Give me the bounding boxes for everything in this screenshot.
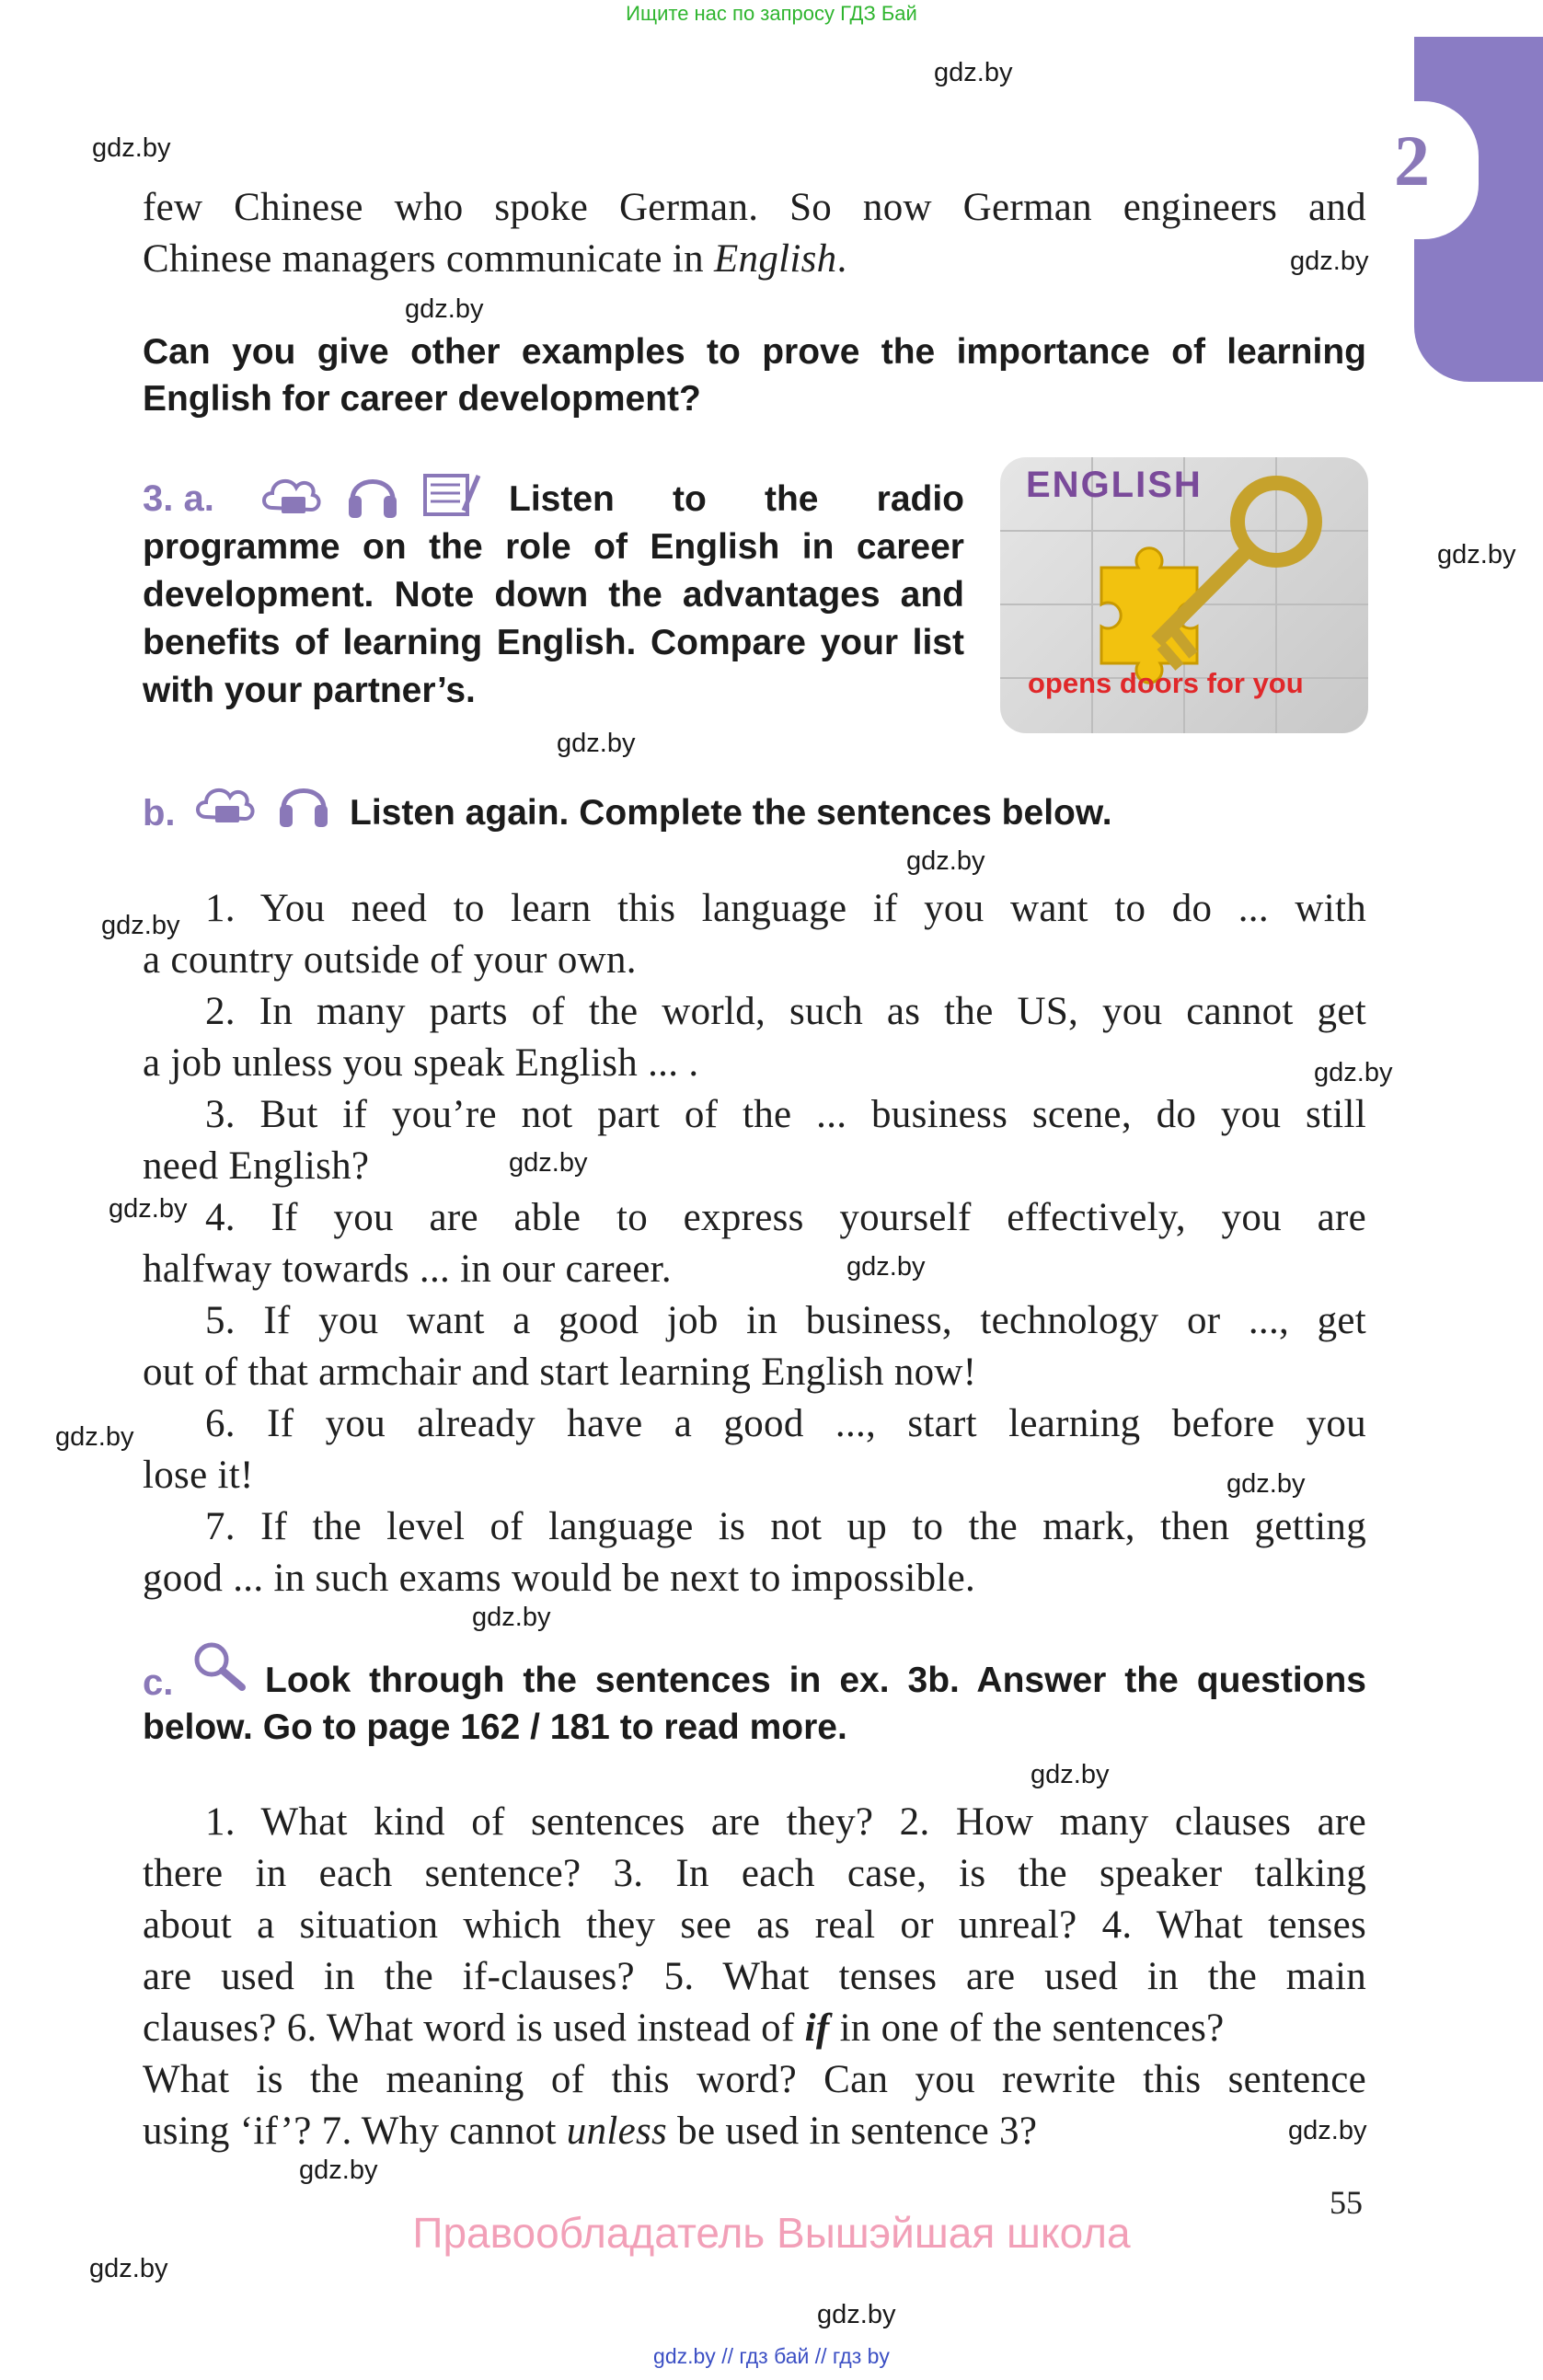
question-text: clauses? 6. What word is used instead of — [143, 2006, 805, 2050]
watermark: gdz.by — [557, 729, 636, 758]
notepad-icon — [421, 470, 482, 518]
intro-text: Chinese managers communicate in — [143, 237, 714, 281]
exercise-label-3b: b. — [143, 793, 176, 834]
exercise-3a-text: development. Note down the advantages and — [143, 575, 964, 615]
sentence-line: a country outside of your own. — [143, 938, 637, 982]
intro-line — [143, 234, 847, 285]
discussion-question: Can you give other examples to prove the importance of learning — [143, 332, 1366, 372]
watermark: gdz.by — [1031, 1760, 1110, 1789]
exercise-3c-instruction: Look through the sentences in ex. 3b. Answer the questions — [265, 1661, 1366, 1700]
search-hint: Ищите нас по запросу ГДЗ Бай — [626, 2, 917, 25]
exercise-label-3c: c. — [143, 1662, 174, 1703]
watermark: gdz.by — [1314, 1058, 1393, 1087]
magnifier-icon — [191, 1639, 247, 1695]
question-text: using ‘if’? 7. Why cannot — [143, 2110, 567, 2153]
question-line — [143, 2106, 1037, 2157]
sentence-line: 2. In many parts of the world, such as the US, you cannot get — [205, 990, 1366, 1033]
question-text: in one of the sentences? — [829, 2006, 1225, 2050]
intro-emphasis: English — [713, 237, 837, 281]
sentence-line: 7. If the level of language is not up to the mark, then getting — [205, 1505, 1366, 1548]
cloud-folder-icon — [259, 471, 324, 519]
watermark: gdz.by — [405, 294, 484, 324]
watermark: gdz.by — [509, 1148, 588, 1178]
watermark: gdz.by — [55, 1422, 134, 1452]
sentence-line: 6. If you already have a good ..., start learning before you — [205, 1402, 1366, 1445]
intro-line: few Chinese who spoke German. So now German engineers and — [143, 186, 1366, 229]
watermark: gdz.by — [1437, 540, 1516, 569]
image-caption-top: ENGLISH — [1026, 465, 1203, 505]
headphones-icon — [276, 776, 331, 831]
question-line: are used in the if-clauses? 5. What tenses are used in the main — [143, 1955, 1366, 1998]
watermark: gdz.by — [1290, 247, 1369, 276]
question-text: be used in sentence 3? — [667, 2110, 1038, 2153]
question-emphasis: unless — [566, 2110, 668, 2153]
question-line: 1. What kind of sentences are they? 2. How many clauses are — [205, 1800, 1366, 1844]
headphones-icon — [345, 466, 400, 522]
exercise-3a-text: Listen to the radio — [509, 479, 964, 519]
watermark: gdz.by — [89, 2254, 168, 2283]
unit-number: 2 — [1394, 121, 1430, 201]
exercise-3c-instruction: below. Go to page 162 / 181 to read more. — [143, 1707, 847, 1747]
key-puzzle-image — [1000, 457, 1368, 733]
exercise-3b-instruction: Listen again. Complete the sentences below. — [350, 793, 1112, 833]
sentence-line: halfway towards ... in our career. — [143, 1247, 672, 1291]
watermark: gdz.by — [472, 1603, 551, 1632]
watermark: gdz.by — [299, 2156, 378, 2185]
page-number: 55 — [1330, 2184, 1363, 2221]
watermark: gdz.by — [934, 58, 1013, 87]
question-line: about a situation which they see as real or unreal? 4. What tenses — [143, 1903, 1366, 1947]
sentence-line: 5. If you want a good job in business, technology or ..., get — [205, 1299, 1366, 1342]
question-line: What is the meaning of this word? Can you rewrite this sentence — [143, 2058, 1366, 2101]
intro-text: . — [836, 237, 847, 281]
watermark: gdz.by — [92, 133, 171, 163]
sentence-line: good ... in such exams would be next to impossible. — [143, 1557, 976, 1600]
watermark: gdz.by — [906, 846, 985, 876]
sentence-line: 1. You need to learn this language if you want to do ... with — [205, 887, 1366, 930]
question-line: there in each sentence? 3. In each case, is the speaker talking — [143, 1852, 1366, 1895]
watermark: gdz.by — [1226, 1469, 1306, 1499]
sentence-line: out of that armchair and start learning English now! — [143, 1351, 977, 1394]
image-caption-bottom: opens doors for you — [1028, 667, 1304, 699]
copyright-holder: Правообладатель Вышэйшая школа — [412, 2209, 1131, 2257]
exercise-3a-text: with your partner’s. — [143, 671, 476, 710]
sentence-line: a job unless you speak English ... . — [143, 1041, 699, 1085]
question-emphasis: if — [804, 2006, 830, 2050]
footer-links[interactable]: gdz.by // гдз бай // гдз by — [653, 2344, 890, 2368]
sentence-line: 4. If you are able to express yourself effectively, you are — [205, 1196, 1366, 1239]
cloud-folder-icon — [193, 780, 258, 828]
watermark: gdz.by — [1288, 2116, 1367, 2145]
watermark: gdz.by — [109, 1194, 188, 1224]
watermark: gdz.by — [817, 2300, 896, 2329]
discussion-question: English for career development? — [143, 379, 701, 419]
sentence-line: lose it! — [143, 1454, 254, 1497]
sentence-line: need English? — [143, 1144, 370, 1188]
watermark: gdz.by — [846, 1252, 926, 1282]
exercise-3a-text: benefits of learning English. Compare your list — [143, 623, 964, 662]
watermark: gdz.by — [101, 911, 180, 940]
sentence-line: 3. But if you’re not part of the ... business scene, do you still — [205, 1093, 1366, 1136]
exercise-label-3a: 3. a. — [143, 478, 214, 519]
question-line — [143, 2003, 1225, 2054]
exercise-3a-text: programme on the role of English in career — [143, 527, 964, 567]
